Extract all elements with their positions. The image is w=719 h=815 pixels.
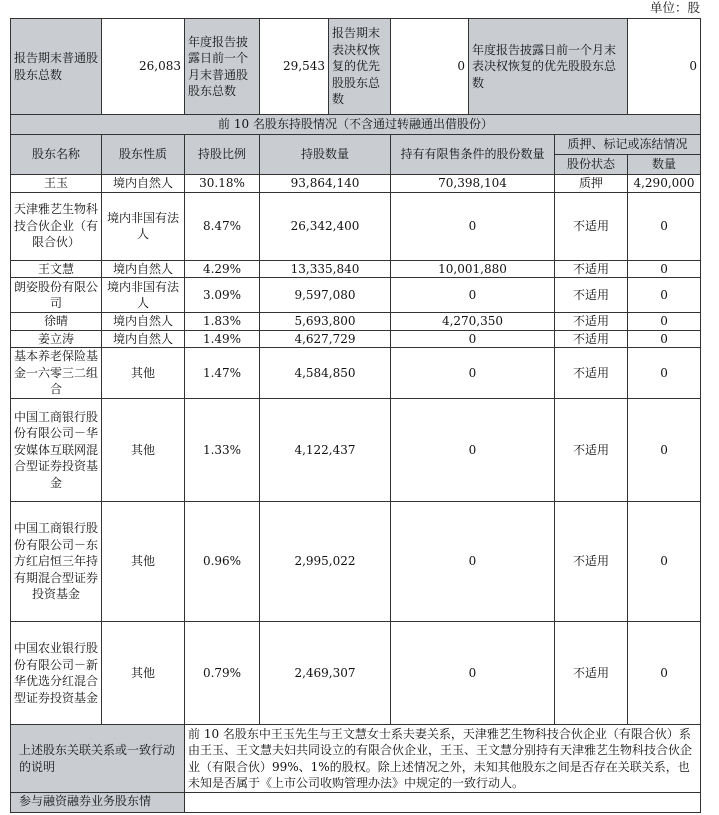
unit-label: 单位：股 bbox=[649, 0, 700, 15]
summary-label-3: 报告期末表决权恢复的优先股股东总数 bbox=[329, 19, 391, 115]
cell-status: 不适用 bbox=[555, 313, 628, 331]
cell-ratio: 0.96% bbox=[185, 502, 260, 622]
relation-label: 上述股东关联关系或一致行动的说明 bbox=[11, 725, 185, 793]
cell-pledge-qty: 4,290,000 bbox=[628, 175, 701, 193]
cell-restricted: 0 bbox=[391, 330, 555, 348]
table-row bbox=[11, 399, 701, 502]
cell-restricted: 0 bbox=[391, 622, 555, 725]
cell-nature: 境内非国有法人 bbox=[102, 192, 185, 260]
cell-nature: 其他 bbox=[102, 622, 185, 725]
cell-name: 中国工商银行股份有限公司－东方红启恒三年持有期混合型证券投资基金 bbox=[11, 502, 102, 622]
header-name: 股东名称 bbox=[11, 135, 102, 175]
cell-restricted: 0 bbox=[391, 278, 555, 313]
cell-restricted: 0 bbox=[391, 399, 555, 502]
cell-status: 质押 bbox=[555, 175, 628, 193]
cell-qty: 9,597,080 bbox=[260, 278, 391, 313]
cell-nature: 境内自然人 bbox=[102, 330, 185, 348]
cell-ratio: 4.29% bbox=[185, 260, 260, 278]
summary-value-2: 29,543 bbox=[260, 19, 329, 115]
summary-value-1: 26,083 bbox=[102, 19, 185, 115]
cell-status: 不适用 bbox=[555, 278, 628, 313]
table-row bbox=[11, 260, 701, 278]
header-qty: 持股数量 bbox=[260, 135, 391, 175]
summary-label-4: 年度报告披露日前一个月末表决权恢复的优先股股东总数 bbox=[469, 19, 628, 115]
cell-qty: 2,995,022 bbox=[260, 502, 391, 622]
header-ratio: 持股比例 bbox=[185, 135, 260, 175]
cell-name: 王玉 bbox=[11, 175, 102, 193]
cell-qty: 4,627,729 bbox=[260, 330, 391, 348]
cell-qty: 13,335,840 bbox=[260, 260, 391, 278]
cell-restricted: 70,398,104 bbox=[391, 175, 555, 193]
cell-nature: 境内自然人 bbox=[102, 313, 185, 331]
cell-name: 姜立涛 bbox=[11, 330, 102, 348]
cell-pledge-qty: 0 bbox=[628, 502, 701, 622]
cell-restricted: 0 bbox=[391, 502, 555, 622]
table-row bbox=[11, 192, 701, 260]
header-pledge: 质押、标记或冻结情况 bbox=[555, 135, 701, 155]
table-row bbox=[11, 313, 701, 331]
cell-status: 不适用 bbox=[555, 348, 628, 399]
table-row bbox=[11, 348, 701, 399]
summary-value-4: 0 bbox=[628, 19, 701, 115]
cell-qty: 4,122,437 bbox=[260, 399, 391, 502]
financing-row-label: 参与融资融券业务股东情 bbox=[11, 793, 185, 813]
financing-row-value bbox=[185, 793, 701, 813]
cell-status: 不适用 bbox=[555, 330, 628, 348]
summary-label-2: 年度报告披露日前一个月末普通股股东总数 bbox=[185, 19, 260, 115]
cell-ratio: 3.09% bbox=[185, 278, 260, 313]
cell-ratio: 1.47% bbox=[185, 348, 260, 399]
cell-pledge-qty: 0 bbox=[628, 348, 701, 399]
cell-status: 不适用 bbox=[555, 502, 628, 622]
cell-qty: 93,864,140 bbox=[260, 175, 391, 193]
shareholder-table bbox=[10, 18, 701, 813]
cell-pledge-qty: 0 bbox=[628, 313, 701, 331]
cell-qty: 2,469,307 bbox=[260, 622, 391, 725]
cell-ratio: 1.49% bbox=[185, 330, 260, 348]
header-restricted: 持有有限售条件的股份数量 bbox=[391, 135, 555, 175]
cell-restricted: 0 bbox=[391, 348, 555, 399]
cell-restricted: 0 bbox=[391, 192, 555, 260]
relation-text: 前 10 名股东中王玉先生与王文慧女士系夫妻关系，天津雅艺生物科技合伙企业（有限合伙）系由王玉、王文慧夫妇共同设立的有限合伙企业，王玉、王文慧分别持有天津雅艺生物科技合伙企业（有限合伙）99%、1%的股权。除上述情况之外，未知其他股东之间是否存在关联关系，也未知是否属于《上市公司收购管理办法》中规定的一致行动人。 bbox=[185, 725, 701, 793]
cell-ratio: 30.18% bbox=[185, 175, 260, 193]
cell-pledge-qty: 0 bbox=[628, 330, 701, 348]
table-row bbox=[11, 330, 701, 348]
header-pledge-status: 股份状态 bbox=[555, 155, 628, 175]
table-row bbox=[11, 278, 701, 313]
cell-nature: 境内自然人 bbox=[102, 260, 185, 278]
header-nature: 股东性质 bbox=[102, 135, 185, 175]
cell-nature: 境内非国有法人 bbox=[102, 278, 185, 313]
cell-ratio: 0.79% bbox=[185, 622, 260, 725]
cell-qty: 5,693,800 bbox=[260, 313, 391, 331]
cell-name: 朗姿股份有限公司 bbox=[11, 278, 102, 313]
cell-name: 王文慧 bbox=[11, 260, 102, 278]
cell-pledge-qty: 0 bbox=[628, 260, 701, 278]
table-row bbox=[11, 502, 701, 622]
cell-restricted: 10,001,880 bbox=[391, 260, 555, 278]
cell-nature: 其他 bbox=[102, 399, 185, 502]
cell-status: 不适用 bbox=[555, 192, 628, 260]
cell-qty: 4,584,850 bbox=[260, 348, 391, 399]
table-row bbox=[11, 175, 701, 193]
cell-ratio: 1.33% bbox=[185, 399, 260, 502]
section-title: 前 10 名股东持股情况（不含通过转融通出借股份） bbox=[11, 115, 701, 135]
cell-ratio: 8.47% bbox=[185, 192, 260, 260]
cell-name: 天津雅艺生物科技合伙企业（有限合伙） bbox=[11, 192, 102, 260]
cell-name: 基本养老保险基金一六零三二组合 bbox=[11, 348, 102, 399]
cell-pledge-qty: 0 bbox=[628, 622, 701, 725]
cell-pledge-qty: 0 bbox=[628, 278, 701, 313]
header-pledge-qty: 数量 bbox=[628, 155, 701, 175]
cell-pledge-qty: 0 bbox=[628, 192, 701, 260]
cell-restricted: 4,270,350 bbox=[391, 313, 555, 331]
cell-nature: 境内自然人 bbox=[102, 175, 185, 193]
cell-qty: 26,342,400 bbox=[260, 192, 391, 260]
cell-status: 不适用 bbox=[555, 622, 628, 725]
cell-pledge-qty: 0 bbox=[628, 399, 701, 502]
cell-ratio: 1.83% bbox=[185, 313, 260, 331]
cell-name: 中国工商银行股份有限公司－华安媒体互联网混合型证券投资基金 bbox=[11, 399, 102, 502]
cell-name: 徐晴 bbox=[11, 313, 102, 331]
summary-value-3: 0 bbox=[391, 19, 469, 115]
table-row bbox=[11, 622, 701, 725]
summary-label-1: 报告期末普通股股东总数 bbox=[11, 19, 102, 115]
cell-nature: 其他 bbox=[102, 502, 185, 622]
cell-name: 中国农业银行股份有限公司－新华优选分红混合型证券投资基金 bbox=[11, 622, 102, 725]
cell-status: 不适用 bbox=[555, 399, 628, 502]
cell-status: 不适用 bbox=[555, 260, 628, 278]
cell-nature: 其他 bbox=[102, 348, 185, 399]
